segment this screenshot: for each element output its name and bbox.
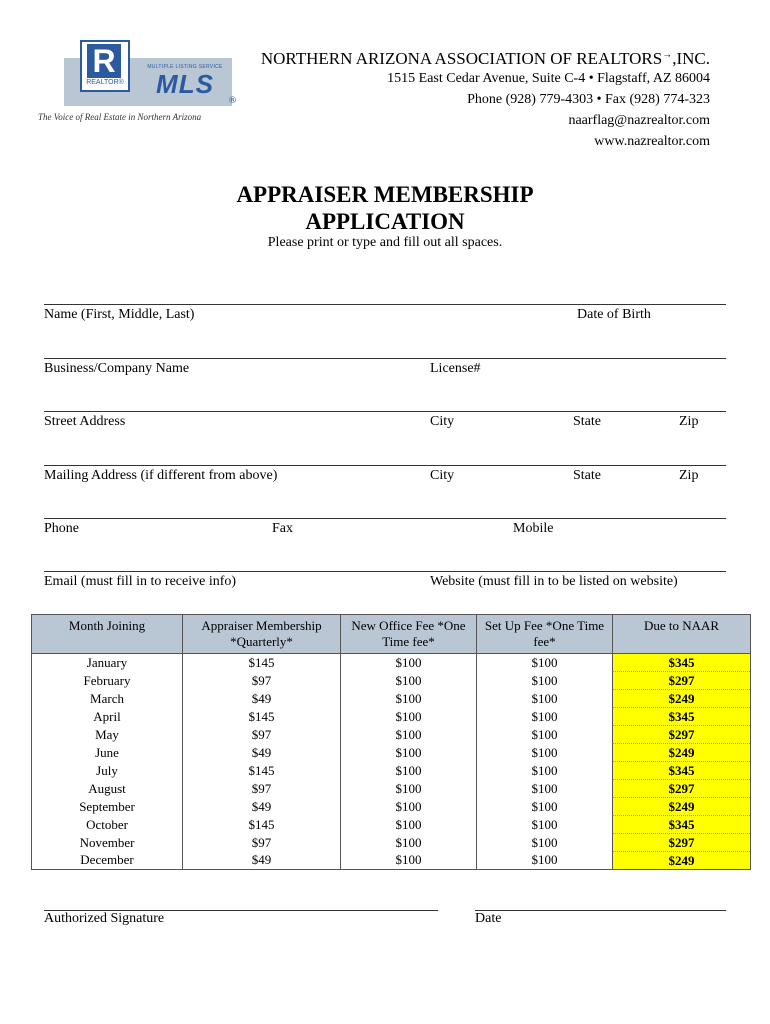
phone-label: Phone xyxy=(44,521,79,536)
due-cell: $297 xyxy=(613,726,751,744)
date-line[interactable] xyxy=(475,910,726,911)
mailing-state-label: State xyxy=(573,468,601,483)
form-subtitle: Please print or type and fill out all spaces. xyxy=(267,235,503,250)
header-month: Month Joining xyxy=(32,615,183,654)
mls-logo-caption: MULTIPLE LISTING SERVICE xyxy=(147,64,223,70)
month-cell: December xyxy=(32,852,183,870)
office-fee-cell: $100 xyxy=(341,654,477,672)
membership-cell: $49 xyxy=(183,798,341,816)
office-fee-cell: $100 xyxy=(341,852,477,870)
month-cell: April xyxy=(32,708,183,726)
name-label: Name (First, Middle, Last) xyxy=(44,307,195,322)
state-label: State xyxy=(573,414,601,429)
month-cell: March xyxy=(32,690,183,708)
membership-cell: $49 xyxy=(183,744,341,762)
name-line[interactable] xyxy=(44,304,726,305)
due-cell: $297 xyxy=(613,672,751,690)
due-cell: $249 xyxy=(613,744,751,762)
due-cell: $345 xyxy=(613,708,751,726)
setup-fee-cell: $100 xyxy=(477,672,613,690)
email-label: Email (must fill in to receive info) xyxy=(44,574,237,589)
mailing-city-label: City xyxy=(430,468,455,483)
month-cell: July xyxy=(32,762,183,780)
table-row xyxy=(32,834,751,852)
due-cell: $297 xyxy=(613,834,751,852)
month-cell: February xyxy=(32,672,183,690)
month-cell: November xyxy=(32,834,183,852)
office-fee-cell: $100 xyxy=(341,672,477,690)
org-address: 1515 East Cedar Avenue, Suite C-4 • Flagstaff, AZ 86004 xyxy=(387,71,710,86)
org-phone-fax: Phone (928) 779-4303 • Fax (928) 774-323 xyxy=(467,92,710,107)
table-row xyxy=(32,654,751,672)
org-email: naarflag@nazrealtor.com xyxy=(568,113,710,128)
table-row xyxy=(32,744,751,762)
table-row xyxy=(32,672,751,690)
form-title-line1: APPRAISER MEMBERSHIP xyxy=(236,182,534,207)
organization-suffix: ,INC. xyxy=(672,49,710,68)
membership-cell: $49 xyxy=(183,690,341,708)
table-row xyxy=(32,708,751,726)
dob-label: Date of Birth xyxy=(577,307,651,322)
setup-fee-cell: $100 xyxy=(477,744,613,762)
membership-cell: $49 xyxy=(183,852,341,870)
office-fee-cell: $100 xyxy=(341,798,477,816)
street-label: Street Address xyxy=(44,414,126,429)
org-website: www.nazrealtor.com xyxy=(594,134,710,149)
office-fee-cell: $100 xyxy=(341,690,477,708)
office-fee-cell: $100 xyxy=(341,780,477,798)
zip-label: Zip xyxy=(679,414,699,429)
due-cell: $249 xyxy=(613,852,751,870)
month-cell: September xyxy=(32,798,183,816)
business-line[interactable] xyxy=(44,358,726,359)
street-line[interactable] xyxy=(44,411,726,412)
office-fee-cell: $100 xyxy=(341,708,477,726)
mailing-label: Mailing Address (if different from above) xyxy=(44,468,278,483)
due-cell: $345 xyxy=(613,762,751,780)
table-row xyxy=(32,726,751,744)
due-cell: $249 xyxy=(613,798,751,816)
office-fee-cell: $100 xyxy=(341,816,477,834)
header-office-fee: New Office Fee *One Time fee* xyxy=(341,615,477,654)
table-row xyxy=(32,816,751,834)
header-setup-fee: Set Up Fee *One Time fee* xyxy=(477,615,613,654)
phone-line[interactable] xyxy=(44,518,726,519)
license-label: License# xyxy=(430,361,481,376)
table-row xyxy=(32,852,751,870)
office-fee-cell: $100 xyxy=(341,726,477,744)
fee-table-header xyxy=(32,615,751,654)
office-fee-cell: $100 xyxy=(341,744,477,762)
table-row xyxy=(32,690,751,708)
mailing-zip-label: Zip xyxy=(679,468,699,483)
membership-cell: $145 xyxy=(183,708,341,726)
month-cell: August xyxy=(32,780,183,798)
setup-fee-cell: $100 xyxy=(477,654,613,672)
table-row xyxy=(32,798,751,816)
setup-fee-cell: $100 xyxy=(477,834,613,852)
membership-cell: $145 xyxy=(183,654,341,672)
month-cell: May xyxy=(32,726,183,744)
setup-fee-cell: $100 xyxy=(477,708,613,726)
setup-fee-cell: $100 xyxy=(477,816,613,834)
membership-cell: $145 xyxy=(183,762,341,780)
setup-fee-cell: $100 xyxy=(477,726,613,744)
due-cell: $345 xyxy=(613,654,751,672)
setup-fee-cell: $100 xyxy=(477,762,613,780)
setup-fee-cell: $100 xyxy=(477,690,613,708)
table-row xyxy=(32,780,751,798)
due-cell: $345 xyxy=(613,816,751,834)
membership-cell: $97 xyxy=(183,834,341,852)
header-due: Due to NAAR xyxy=(613,615,751,654)
office-fee-cell: $100 xyxy=(341,834,477,852)
table-row xyxy=(32,762,751,780)
email-line[interactable] xyxy=(44,571,726,572)
tagline: The Voice of Real Estate in Northern Arizona xyxy=(38,112,202,122)
setup-fee-cell: $100 xyxy=(477,780,613,798)
registered-mark-icon: ® xyxy=(228,96,237,106)
business-label: Business/Company Name xyxy=(44,361,190,376)
mailing-line[interactable] xyxy=(44,465,726,466)
date-label: Date xyxy=(475,911,502,926)
month-cell: October xyxy=(32,816,183,834)
membership-cell: $97 xyxy=(183,726,341,744)
due-cell: $249 xyxy=(613,690,751,708)
month-cell: June xyxy=(32,744,183,762)
organization-name-text: NORTHERN ARIZONA ASSOCIATION OF REALTORS xyxy=(260,49,663,68)
setup-fee-cell: $100 xyxy=(477,852,613,870)
signature-label: Authorized Signature xyxy=(44,911,165,926)
membership-cell: $97 xyxy=(183,672,341,690)
website-label: Website (must fill in to be listed on website) xyxy=(430,574,678,589)
mls-logo: MLS xyxy=(156,69,214,99)
realtor-r-icon: R xyxy=(87,44,121,78)
mobile-label: Mobile xyxy=(513,521,554,536)
office-fee-cell: $100 xyxy=(341,762,477,780)
realtor-logo-text: REALTOR® xyxy=(86,79,124,86)
city-label: City xyxy=(430,414,455,429)
due-cell: $297 xyxy=(613,780,751,798)
header-membership: Appraiser Membership *Quarterly* xyxy=(183,615,341,654)
fee-table xyxy=(31,614,751,870)
month-cell: January xyxy=(32,654,183,672)
form-title-line2: APPLICATION xyxy=(305,209,465,234)
organization-name: NORTHERN ARIZONA ASSOCIATION OF REALTORS→,INC. xyxy=(260,49,710,68)
setup-fee-cell: $100 xyxy=(477,798,613,816)
membership-cell: $97 xyxy=(183,780,341,798)
membership-cell: $145 xyxy=(183,816,341,834)
fax-label: Fax xyxy=(272,521,293,536)
